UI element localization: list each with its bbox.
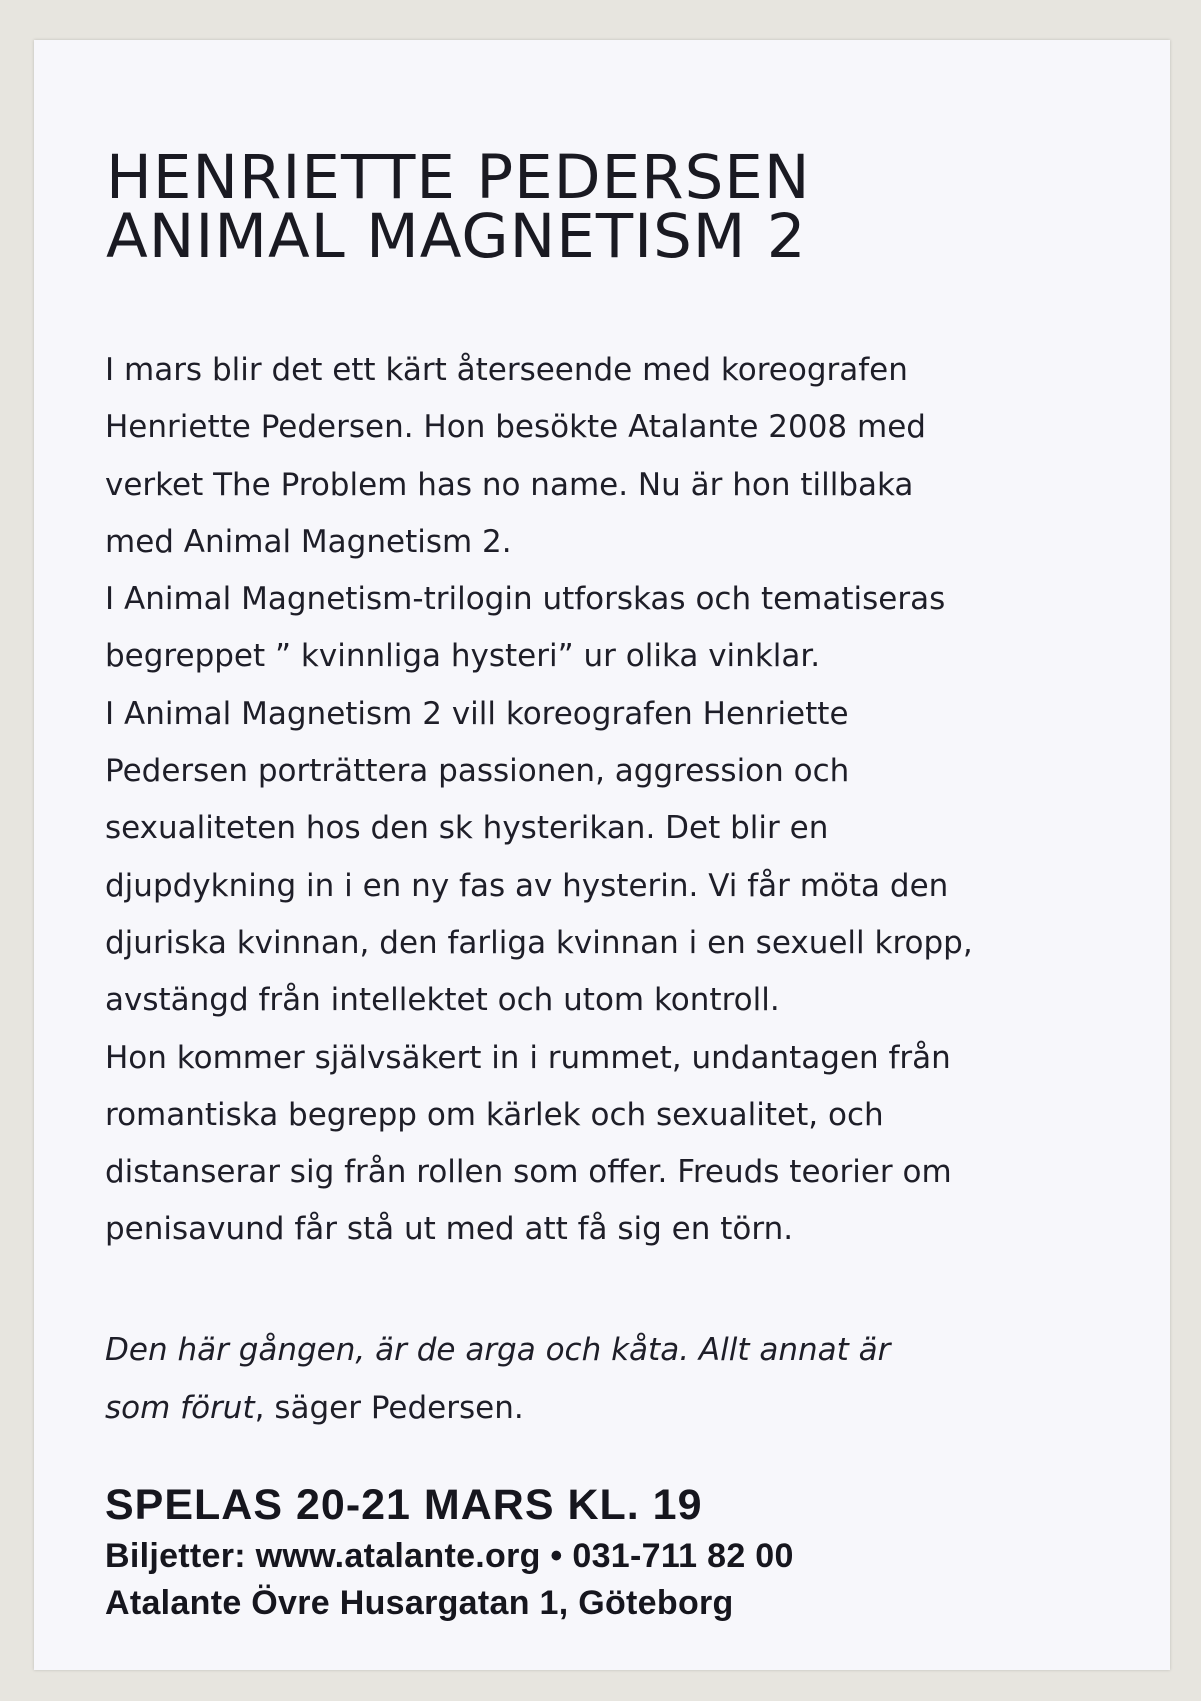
- quote-attribution: , säger Pedersen.: [254, 1389, 524, 1426]
- body-line: begreppet ” kvinnliga hysteri” ur olika vinklar.: [105, 638, 821, 675]
- body-line: avstängd från intellektet och utom kontroll.: [105, 982, 780, 1019]
- body-line: djuriska kvinnan, den farliga kvinnan i en sexuell kropp,: [105, 924, 973, 961]
- body-line: Pedersen porträttera passionen, aggression och: [105, 753, 850, 790]
- quote-line-1: [105, 1322, 890, 1380]
- artist-quote: [105, 1322, 890, 1437]
- body-line: djupdykning in i en ny fas av hysterin. Vi får möta den: [105, 867, 949, 904]
- body-line: I Animal Magnetism 2 vill koreografen Henriette: [105, 695, 849, 732]
- body-line: romantiska begrepp om kärlek och sexualitet, och: [105, 1096, 884, 1133]
- body-line: penisavund får stå ut med att få sig en törn.: [105, 1211, 794, 1248]
- body-line: Hon kommer självsäkert in i rummet, undantagen från: [105, 1039, 951, 1076]
- flyer-title: [106, 142, 811, 272]
- flyer-card: [34, 40, 1170, 1670]
- body-line: I mars blir det ett kärt återseende med koreografen: [105, 352, 908, 388]
- body-line: verket The Problem has no name. Nu är hon tillbaka: [105, 466, 914, 503]
- body-line: distanserar sig från rollen som offer. Freuds teorier om: [105, 1154, 952, 1191]
- description-text: [105, 342, 1115, 1259]
- body-line: sexualiteten hos den sk hysterikan. Det blir en: [105, 810, 829, 847]
- body-line: Henriette Pedersen. Hon besökte Atalante 2008 med: [105, 409, 926, 446]
- title-work: ANIMAL MAGNETISM 2: [106, 201, 807, 272]
- quote-italic: Den här gången, är de arga och kåta. Allt annat är: [105, 1332, 891, 1368]
- ticket-info: Biljetter: www.atalante.org • 031-711 82 00: [105, 1537, 794, 1575]
- event-info: [105, 1477, 794, 1627]
- body-line: I Animal Magnetism-trilogin utforskas och tematiseras: [105, 581, 946, 618]
- performance-dates: SPELAS 20-21 MARS KL. 19: [105, 1481, 703, 1529]
- body-line: med Animal Magnetism 2.: [105, 523, 512, 560]
- quote-line-2: [105, 1380, 890, 1438]
- title-artist: HENRIETTE PEDERSEN: [106, 142, 811, 213]
- venue-address: Atalante Övre Husargatan 1, Göteborg: [105, 1584, 734, 1622]
- quote-italic: som förut: [105, 1389, 255, 1426]
